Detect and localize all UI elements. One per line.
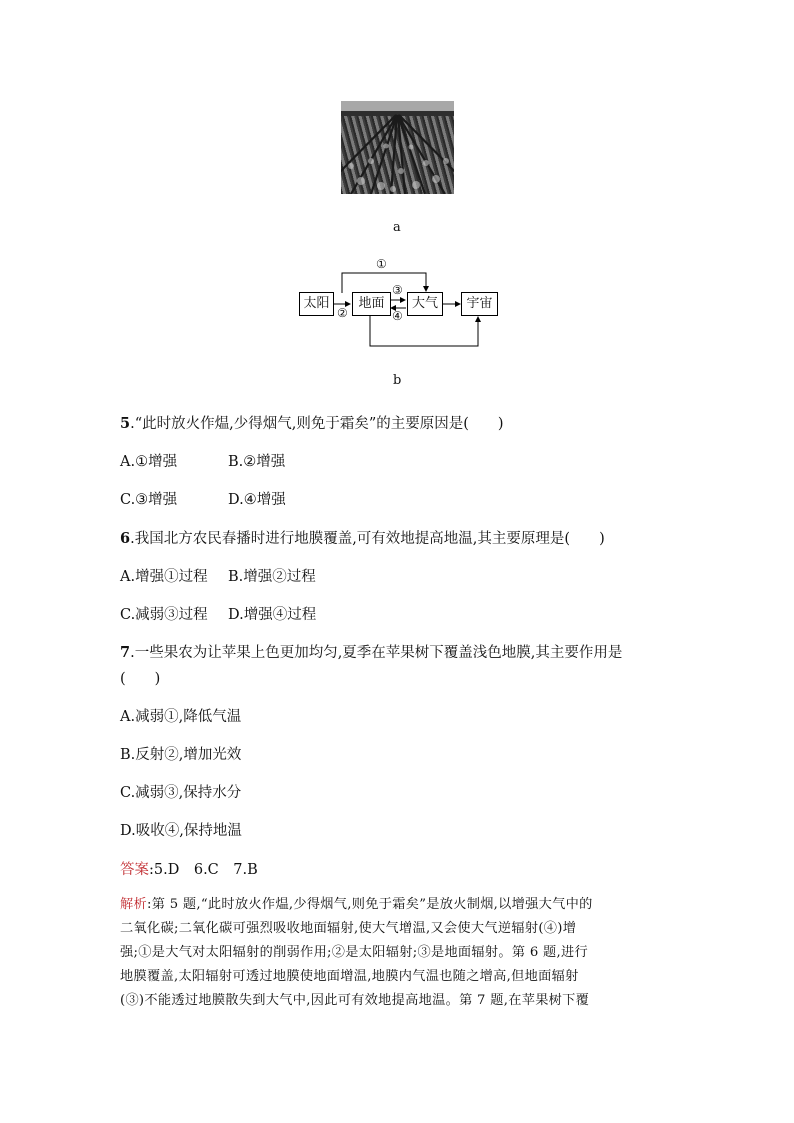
field-photo	[341, 101, 454, 194]
question-6-option-b: B.增强②过程	[228, 569, 316, 585]
figure-a-caption: a	[393, 220, 401, 235]
question-5-option-d: D.④增强	[228, 492, 286, 508]
node-atmosphere: 大气	[407, 292, 443, 316]
arrow-label-1: ①	[376, 257, 387, 271]
question-6-option-c: C.减弱③过程	[120, 607, 208, 623]
radiation-diagram	[290, 255, 510, 355]
question-7-option-c: C.减弱③,保持水分	[120, 785, 242, 801]
question-5-option-c: C.③增强	[120, 492, 178, 508]
arrow-label-4: ④	[392, 309, 403, 323]
question-5-stem: 5.“此时放火作煴,少得烟气,则免于霜矣”的主要原因是( )	[120, 415, 504, 432]
question-6-option-a: A.增强①过程	[120, 569, 208, 585]
question-5-option-a: A.①增强	[120, 454, 178, 470]
analysis-line-4: 地膜覆盖,太阳辐射可透过地膜使地面增温,地膜内气温也随之增高,但地面辐射	[120, 969, 579, 984]
arrow-label-3: ③	[392, 283, 403, 297]
question-6-stem: 6.我国北方农民春播时进行地膜覆盖,可有效地提高地温,其主要原理是( )	[120, 530, 605, 547]
analysis-line-5: (③)不能透过地膜散失到大气中,因此可有效地提高地温。第 7 题,在苹果树下覆	[120, 993, 590, 1008]
analysis-block	[120, 893, 676, 1013]
question-7-option-a: A.减弱①,降低气温	[120, 709, 242, 725]
node-ground: 地面	[352, 292, 391, 316]
figure-b-caption: b	[393, 373, 402, 388]
analysis-line-2: 二氧化碳;二氧化碳可强烈吸收地面辐射,使大气增温,又会使大气逆辐射(④)增	[120, 921, 577, 936]
analysis-line-3: 强;①是大气对太阳辐射的削弱作用;②是太阳辐射;③是地面辐射。第 6 题,进行	[120, 945, 588, 960]
analysis-label: 解析	[120, 897, 147, 912]
answer-line	[120, 858, 258, 879]
question-7-stem: 7.一些果农为让苹果上色更加均匀,夏季在苹果树下覆盖浅色地膜,其主要作用是	[120, 644, 623, 661]
question-7-option-b: B.反射②,增加光效	[120, 747, 242, 763]
question-7-stem-cont: ( )	[120, 671, 161, 687]
analysis-line-1: :第 5 题,“此时放火作煴,少得烟气,则免于霜矣”是放火制烟,以增强大气中的	[146, 897, 593, 912]
field-rows-illustration	[341, 101, 454, 194]
answer-label: 答案	[120, 862, 149, 878]
arrow-label-2: ②	[337, 306, 348, 320]
answer-text: :5.D 6.C 7.B	[149, 862, 258, 878]
question-5-option-b: B.②增强	[228, 454, 286, 470]
node-space: 宇宙	[461, 292, 498, 316]
question-6-option-d: D.增强④过程	[228, 607, 317, 623]
node-sun: 太阳	[299, 292, 334, 316]
question-7-option-d: D.吸收④,保持地温	[120, 823, 242, 839]
